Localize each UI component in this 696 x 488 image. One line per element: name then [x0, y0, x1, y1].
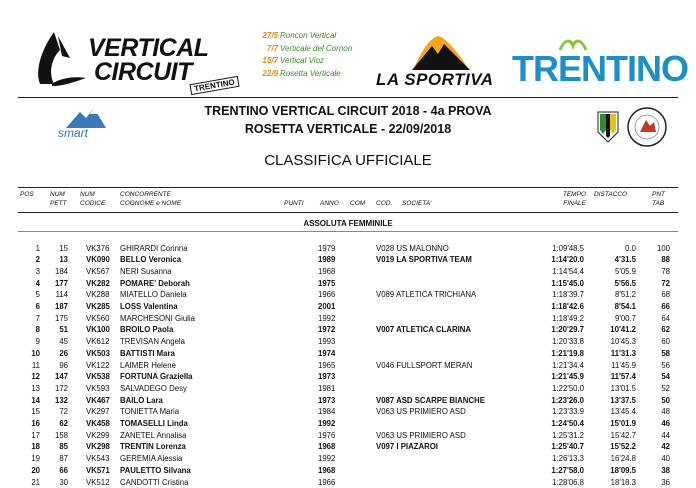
cell-pnt: 72 [650, 278, 670, 290]
cell-name: MARCHESONI Giulia [120, 313, 195, 325]
cell-name: POMARE' Deborah [120, 278, 190, 290]
cell-cod: VK282 [86, 278, 110, 290]
cell-pos: 3 [18, 266, 40, 278]
section-heading: ASSOLUTA FEMMINILE [0, 219, 696, 228]
cell-pos: 21 [18, 477, 40, 488]
cell-pos: 6 [18, 301, 40, 313]
shield-icon [596, 110, 620, 144]
cell-pnt: 46 [650, 418, 670, 430]
race-date-item: 27/5 Roncon Vertical [256, 30, 352, 43]
cell-pett: 13 [44, 254, 68, 266]
cell-time: 1:21'19.8 [502, 348, 584, 360]
cell-year: 1973 [318, 371, 335, 383]
federation-badge [626, 106, 668, 148]
table-row [0, 395, 696, 407]
cell-cod: VK122 [86, 360, 109, 372]
cell-time: 1:14'54.4 [502, 266, 584, 278]
cell-time: 1:23'26.0 [502, 395, 584, 407]
cell-time: 1:21'34.4 [502, 360, 584, 372]
cell-cod: VK543 [86, 453, 109, 465]
race-date-item: 15/7 Vertical Vioz [256, 55, 352, 68]
table-row [0, 383, 696, 395]
cell-pnt: 58 [650, 348, 670, 360]
table-row [0, 301, 696, 313]
cell-pos: 1 [18, 243, 40, 255]
cell-time: 1:23'33.9 [502, 406, 584, 418]
la-sportiva-text: LA SPORTIVA [376, 70, 494, 90]
cell-pett: 72 [44, 406, 68, 418]
cell-pnt: 50 [650, 395, 670, 407]
cell-dist: 15'52.2 [590, 441, 636, 453]
cell-dist: 5'05.9 [590, 266, 636, 278]
cell-cod: VK571 [86, 465, 110, 477]
cell-pett: 96 [44, 360, 68, 372]
cell-time: 1:18'42.6 [502, 301, 584, 313]
cell-pett: 158 [44, 430, 68, 442]
col-header-cod: COD. [376, 200, 392, 209]
cell-year: 1992 [318, 418, 335, 430]
cell-pnt: 38 [650, 465, 670, 477]
mountain-swirl-icon [30, 28, 90, 90]
cell-pnt: 64 [650, 313, 670, 325]
cell-year: 1966 [318, 289, 335, 301]
cell-pnt: 56 [650, 360, 670, 372]
cell-soc: V046 FULLSPORT MERAN [376, 360, 472, 372]
table-row [0, 254, 696, 266]
vc-word-vertical: VERTICAL [88, 34, 209, 63]
cell-pnt: 78 [650, 266, 670, 278]
table-row [0, 360, 696, 372]
cell-dist: 13'37.5 [590, 395, 636, 407]
col-header-anno: ANNO [320, 200, 339, 209]
cell-pnt: 48 [650, 406, 670, 418]
cell-dist: 18'18.3 [590, 477, 636, 488]
cell-name: SALVADEGO Desy [120, 383, 187, 395]
cell-cod: VK503 [86, 348, 110, 360]
cell-pos: 9 [18, 336, 40, 348]
cell-cod: VK090 [86, 254, 110, 266]
cell-pnt: 36 [650, 477, 670, 488]
cell-time: 1:25'31.2 [502, 430, 584, 442]
cell-pos: 18 [18, 441, 40, 453]
table-row [0, 477, 696, 488]
table-row [0, 430, 696, 442]
cell-pnt: 62 [650, 324, 670, 336]
cell-pnt: 88 [650, 254, 670, 266]
race-dates-list [256, 30, 352, 80]
cell-cod: VK376 [86, 243, 109, 255]
cell-soc: V089 ATLETICA TRICHIANA [376, 289, 476, 301]
cell-pnt: 100 [650, 243, 670, 255]
cell-name: GHIRARDI Corinna [120, 243, 188, 255]
cell-cod: VK538 [86, 371, 110, 383]
race-subtitle: ROSETTA VERTICALE - 22/09/2018 [0, 122, 696, 136]
cell-year: 1965 [318, 360, 335, 372]
table-top-divider [18, 187, 678, 188]
table-row [0, 348, 696, 360]
cell-cod: VK560 [86, 313, 109, 325]
cell-pos: 5 [18, 289, 40, 301]
cell-soc: V097 I PIAZAROI [376, 441, 438, 453]
cell-pett: 62 [44, 418, 68, 430]
cell-pett: 177 [44, 278, 68, 290]
vc-trentino-badge: TRENTINO [189, 76, 239, 95]
cell-dist: 10'41.2 [590, 324, 636, 336]
cell-dist: 11'31.3 [590, 348, 636, 360]
cell-year: 1968 [318, 465, 335, 477]
cell-dist: 15'42.7 [590, 430, 636, 442]
cell-pett: 147 [44, 371, 68, 383]
cell-soc: V028 US MALONNO [376, 243, 449, 255]
cell-cod: VK285 [86, 301, 110, 313]
mountain-icon [372, 34, 508, 74]
col-header-com: COM [350, 200, 365, 209]
cell-time: 1:18'49.2 [502, 313, 584, 325]
cell-pett: 87 [44, 453, 68, 465]
cell-name: GEREMIA Alessia [120, 453, 182, 465]
cell-pett: 85 [44, 441, 68, 453]
table-row [0, 289, 696, 301]
cell-year: 1976 [318, 430, 335, 442]
cell-pos: 11 [18, 360, 40, 372]
cell-dist: 10'45.3 [590, 336, 636, 348]
col-header-distacco: DISTACCO [594, 191, 627, 200]
table-row [0, 336, 696, 348]
cell-pos: 10 [18, 348, 40, 360]
table-row [0, 266, 696, 278]
cell-time: 1:21'45.9 [502, 371, 584, 383]
vertical-circuit-logo [30, 28, 250, 90]
cell-dist: 9'00.7 [590, 313, 636, 325]
cell-pnt: 54 [650, 371, 670, 383]
col-header-codice: NUM CODICE [80, 191, 110, 208]
cell-year: 1972 [318, 324, 335, 336]
cell-year: 1968 [318, 266, 335, 278]
cell-cod: VK512 [86, 477, 109, 488]
cell-pett: 30 [44, 477, 68, 488]
fisi-badge [596, 110, 620, 144]
cell-time: 1:14'20.0 [502, 254, 584, 266]
race-date-item: 7/7 Verticale del Cornon [256, 43, 352, 56]
header-divider [18, 97, 678, 98]
cell-year: 1984 [318, 406, 335, 418]
cell-cod: VK458 [86, 418, 110, 430]
cell-time: 1:24'50.4 [502, 418, 584, 430]
cell-dist: 8'54.1 [590, 301, 636, 313]
cell-dist: 8'51.2 [590, 289, 636, 301]
cell-pett: 51 [44, 324, 68, 336]
table-row [0, 243, 696, 255]
cell-dist: 0.0 [590, 243, 636, 255]
cell-name: TREVISAN Angela [120, 336, 185, 348]
table-header-divider [18, 212, 678, 213]
cell-name: TOMASELLI Linda [120, 418, 188, 430]
cell-year: 1992 [318, 313, 335, 325]
cell-time: 1:25'40.7 [502, 441, 584, 453]
table-row [0, 453, 696, 465]
table-row [0, 418, 696, 430]
cell-dist: 4'31.5 [590, 254, 636, 266]
table-row [0, 371, 696, 383]
cell-pos: 13 [18, 383, 40, 395]
table-row [0, 313, 696, 325]
col-header-societa: SOCIETA' [402, 200, 431, 209]
cell-name: NERI Susanna [120, 266, 172, 278]
cell-pett: 66 [44, 465, 68, 477]
cell-pnt: 40 [650, 453, 670, 465]
cell-soc: V007 ATLETICA CLARINA [376, 324, 471, 336]
cell-pos: 2 [18, 254, 40, 266]
cell-time: 1:09'48.5 [502, 243, 584, 255]
cell-year: 1974 [318, 348, 335, 360]
cell-cod: VK100 [86, 324, 110, 336]
cell-year: 1981 [318, 383, 335, 395]
cell-year: 1975 [318, 278, 335, 290]
col-header-pos: POS [20, 191, 34, 200]
cell-pos: 17 [18, 430, 40, 442]
cell-pett: 184 [44, 266, 68, 278]
table-row [0, 278, 696, 290]
cell-pnt: 68 [650, 289, 670, 301]
page-title: TRENTINO VERTICAL CIRCUIT 2018 - 4a PROVA [0, 104, 696, 118]
cell-name: MIATELLO Daniela [120, 289, 187, 301]
cell-pos: 16 [18, 418, 40, 430]
cell-year: 1968 [318, 441, 335, 453]
cell-cod: VK288 [86, 289, 109, 301]
cell-name: BAILO Lara [120, 395, 163, 407]
col-header-punti: PUNTI [284, 200, 304, 209]
cell-year: 1966 [318, 477, 335, 488]
cell-pett: 175 [44, 313, 68, 325]
cell-dist: 5'56.5 [590, 278, 636, 290]
cell-name: TRENTIN Lorenza [120, 441, 186, 453]
cell-pnt: 52 [650, 383, 670, 395]
cell-pnt: 60 [650, 336, 670, 348]
cell-time: 1:18'39.7 [502, 289, 584, 301]
col-header-pett: NUM PETT [50, 191, 72, 208]
cell-time: 1:27'58.0 [502, 465, 584, 477]
cell-pett: 15 [44, 243, 68, 255]
cell-name: LOSS Valentina [120, 301, 178, 313]
vc-word-circuit: CIRCUIT [94, 58, 192, 87]
cell-dist: 16'24.8 [590, 453, 636, 465]
cell-pett: 45 [44, 336, 68, 348]
cell-pett: 132 [44, 395, 68, 407]
cell-time: 1:28'06.8 [502, 477, 584, 488]
cell-name: PAULETTO Silvana [120, 465, 191, 477]
cell-pett: 114 [44, 289, 68, 301]
cell-name: BROILO Paola [120, 324, 173, 336]
trentino-logo [510, 34, 686, 90]
cell-soc: V063 US PRIMIERO ASD [376, 430, 466, 442]
cell-dist: 15'01.9 [590, 418, 636, 430]
cell-year: 2001 [318, 301, 335, 313]
cell-pos: 7 [18, 313, 40, 325]
table-row [0, 465, 696, 477]
cell-time: 1:22'50.0 [502, 383, 584, 395]
cell-dist: 13'45.4 [590, 406, 636, 418]
table-row [0, 441, 696, 453]
cell-time: 1:15'45.0 [502, 278, 584, 290]
cell-name: FORTUNA Graziella [120, 371, 193, 383]
round-seal-icon [626, 106, 668, 148]
classification-title: CLASSIFICA UFFICIALE [0, 152, 696, 169]
cell-pos: 8 [18, 324, 40, 336]
trentino-text: TRENTINO [512, 48, 688, 90]
cell-dist: 11'45.9 [590, 360, 636, 372]
cell-pett: 26 [44, 348, 68, 360]
table-row [0, 324, 696, 336]
race-date-item: 22/9 Rosetta Verticale [256, 68, 352, 81]
cell-pos: 15 [18, 406, 40, 418]
cell-pett: 187 [44, 301, 68, 313]
section-divider [18, 231, 678, 232]
smart-text: smart [58, 126, 88, 140]
cell-cod: VK298 [86, 441, 110, 453]
cell-pett: 172 [44, 383, 68, 395]
cell-cod: VK612 [86, 336, 109, 348]
cell-cod: VK593 [86, 383, 109, 395]
cell-name: ZANETEL Annalisa [120, 430, 186, 442]
col-header-tempo: TEMPO FINALE [552, 191, 586, 208]
cell-soc: V019 LA SPORTIVA TEAM [376, 254, 472, 266]
cell-pos: 20 [18, 465, 40, 477]
cell-year: 1979 [318, 243, 335, 255]
cell-pnt: 44 [650, 430, 670, 442]
cell-cod: VK297 [86, 406, 109, 418]
cell-name: CANDOTTI Cristina [120, 477, 188, 488]
cell-time: 1:20'29.7 [502, 324, 584, 336]
cell-dist: 13'01.5 [590, 383, 636, 395]
cell-pos: 12 [18, 371, 40, 383]
cell-dist: 18'09.5 [590, 465, 636, 477]
col-header-concorrente: CONCORRENTE COGNOME e NOME [120, 191, 200, 208]
cell-name: TONIETTA Maria [120, 406, 179, 418]
cell-cod: VK567 [86, 266, 109, 278]
cell-pos: 4 [18, 278, 40, 290]
cell-year: 1993 [318, 336, 335, 348]
cell-time: 1:26'13.3 [502, 453, 584, 465]
table-row [0, 406, 696, 418]
cell-soc: V063 US PRIMIERO ASD [376, 406, 466, 418]
cell-soc: V087 ASD SCARPE BIANCHE [376, 395, 485, 407]
cell-cod: VK299 [86, 430, 109, 442]
cell-time: 1:20'33.8 [502, 336, 584, 348]
cell-pos: 14 [18, 395, 40, 407]
cell-pnt: 42 [650, 441, 670, 453]
cell-year: 1973 [318, 395, 335, 407]
cell-cod: VK467 [86, 395, 110, 407]
cell-dist: 11'57.4 [590, 371, 636, 383]
cell-pos: 19 [18, 453, 40, 465]
cell-name: BELLO Veronica [120, 254, 181, 266]
cell-year: 1989 [318, 254, 335, 266]
cell-year: 1992 [318, 453, 335, 465]
cell-name: BATTISTI Mara [120, 348, 175, 360]
cell-pnt: 66 [650, 301, 670, 313]
col-header-pnt: PNT TAB [652, 191, 670, 208]
la-sportiva-logo [372, 34, 508, 94]
cell-name: LAIMER Helene [120, 360, 176, 372]
